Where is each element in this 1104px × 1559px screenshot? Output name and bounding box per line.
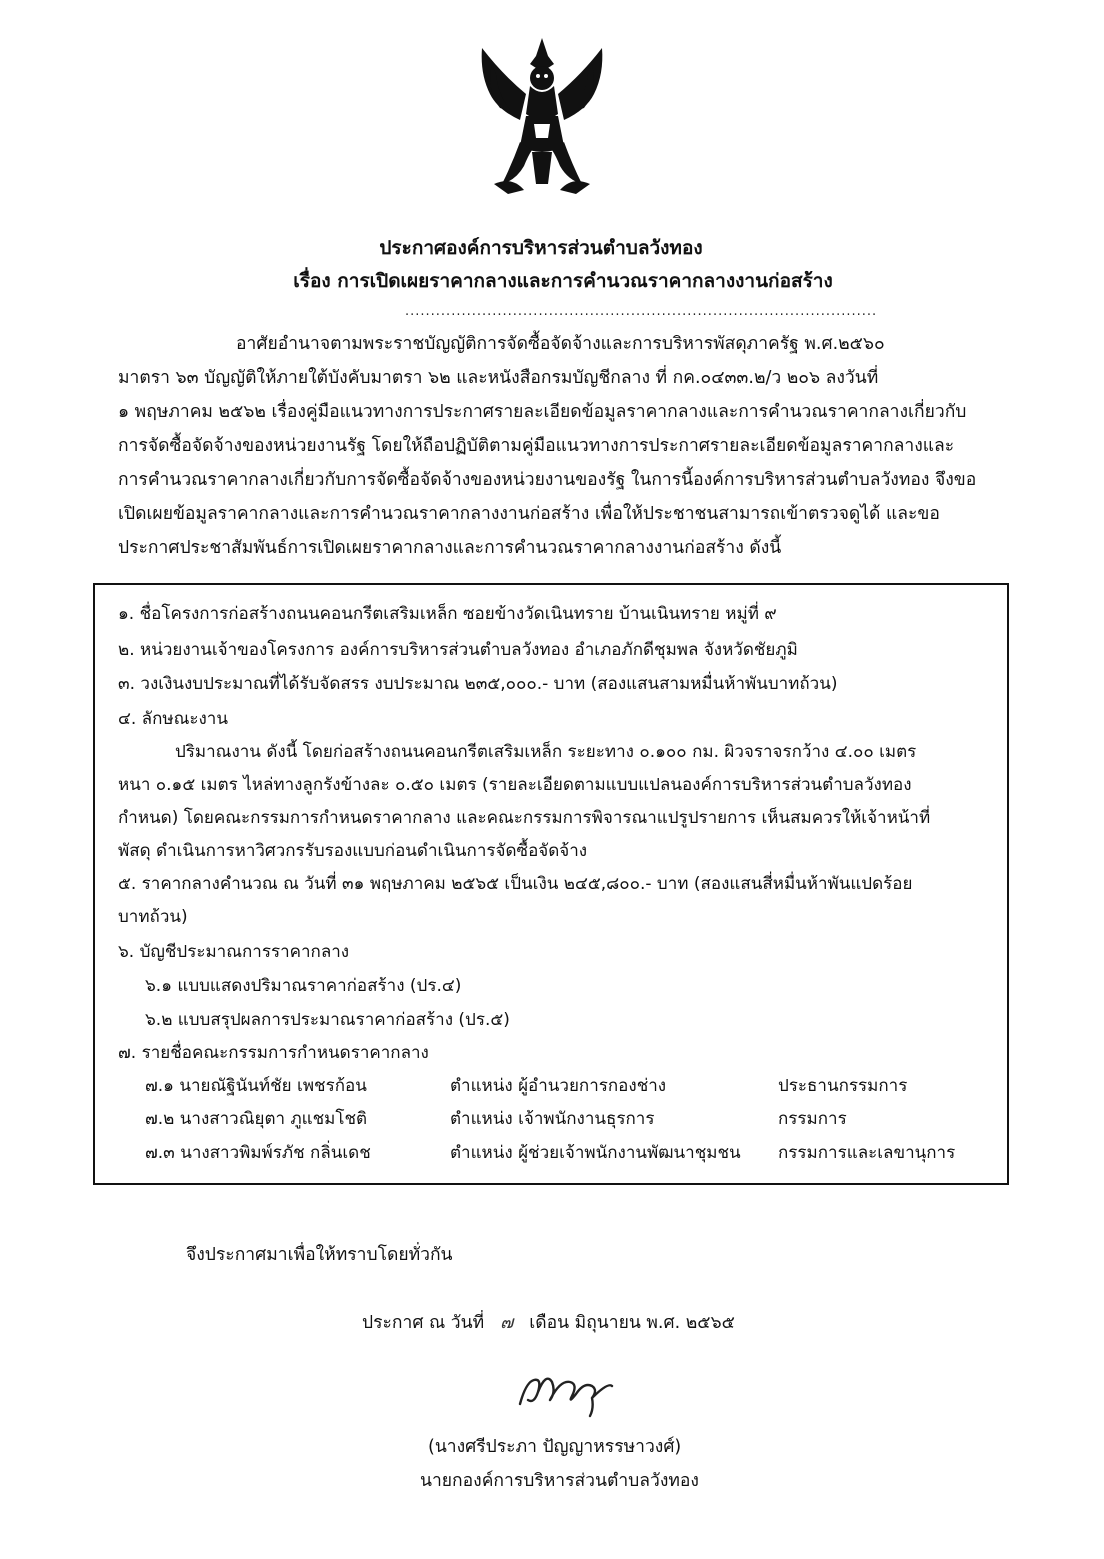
committee-position: ตำแหน่ง ผู้อำนวยการกองช่าง xyxy=(450,1076,667,1096)
item-4-line: หนา ๐.๑๕ เมตร ไหล่ทางลูกรังข้างละ ๐.๕๐ เมตร (รายละเอียดตามแบบแปลนองค์การบริหารส่วนตำบลวังทอง xyxy=(118,775,912,795)
item-4-line: พัสดุ ดำเนินการหาวิศวกรรับรองแบบก่อนดำเนินการจัดซื้อจัดจ้าง xyxy=(118,841,588,861)
committee-name: ๗.๑ นายณัฐินันท์ชัย เพชรก้อน xyxy=(145,1076,367,1096)
subject-line: เรื่อง การเปิดเผยราคากลางและการคำนวณราคากลางงานก่อสร้าง xyxy=(293,270,833,292)
item-2-agency: ๒. หน่วยงานเจ้าของโครงการ องค์การบริหารส่วนตำบลวังทอง อำเภอภักดีชุมพล จังหวัดชัยภูมิ xyxy=(118,640,798,660)
intro-line: เปิดเผยข้อมูลราคากลางและการคำนวณราคากลางงานก่อสร้าง เพื่อให้ประชาชนสามารถเข้าตรวจดูได้ และขอ xyxy=(118,504,940,524)
signer-title: นายกองค์การบริหารส่วนตำบลวังทอง xyxy=(420,1471,699,1491)
signer-name: (นางศรีประภา ปัญญาหรรษาวงศ์) xyxy=(428,1437,682,1457)
intro-line: ๑ พฤษภาคม ๒๕๖๒ เรื่องคู่มือแนวทางการประกาศรายละเอียดข้อมูลราคากลางและการคำนวณราคากลางเกี่ยวกับ xyxy=(118,402,967,422)
dotted-divider: ............................................................................................ xyxy=(405,304,878,319)
committee-name: ๗.๒ นางสาวณิยุตา ภูแชมโชติ xyxy=(145,1109,368,1129)
signature xyxy=(512,1352,622,1422)
committee-position: ตำแหน่ง เจ้าพนักงานธุรการ xyxy=(450,1109,655,1129)
item-6-heading: ๖. บัญชีประมาณการราคากลาง xyxy=(118,942,350,962)
item-7-heading: ๗. รายชื่อคณะกรรมการกำหนดราคากลาง xyxy=(118,1043,429,1063)
item-5-line: ๕. ราคากลางคำนวณ ณ วันที่ ๓๑ พฤษภาคม ๒๕๖๕ เป็นเงิน ๒๔๕,๘๐๐.- บาท (สองแสนสี่หมื่นห้าพันแปดร้อย xyxy=(118,874,913,894)
intro-line: การจัดซื้อจัดจ้างของหน่วยงานรัฐ โดยให้ถือปฏิบัติตามคู่มือแนวทางการประกาศรายละเอียดข้อมูลราคากลางและ xyxy=(118,436,955,456)
item-6-1: ๖.๑ แบบแสดงปริมาณราคาก่อสร้าง (ปร.๔) xyxy=(145,976,462,996)
closing-statement: จึงประกาศมาเพื่อให้ทราบโดยทั่วกัน xyxy=(186,1245,453,1265)
item-4-line: กำหนด) โดยคณะกรรมการกำหนดราคากลาง และคณะกรรมการพิจารณาแปรูปรายการ เห็นสมควรให้เจ้าหน้าที่ xyxy=(118,808,931,828)
committee-position: ตำแหน่ง ผู้ช่วยเจ้าพนักงานพัฒนาชุมชน xyxy=(450,1143,741,1163)
committee-role: กรรมการและเลขานุการ xyxy=(778,1143,956,1163)
item-1-project-name: ๑. ชื่อโครงการก่อสร้างถนนคอนกรีตเสริมเหล็ก ซอยข้างวัดเนินทราย บ้านเนินทราย หมู่ที่ ๙ xyxy=(118,604,777,624)
item-6-2: ๖.๒ แบบสรุปผลการประมาณราคาก่อสร้าง (ปร.๕) xyxy=(145,1010,510,1030)
date-suffix: เดือน มิถุนายน พ.ศ. ๒๕๖๕ xyxy=(529,1313,735,1333)
committee-role: ประธานกรรมการ xyxy=(778,1076,908,1096)
item-4-heading: ๔. ลักษณะงาน xyxy=(118,709,228,729)
page-title: ประกาศองค์การบริหารส่วนตำบลวังทอง xyxy=(379,237,703,259)
item-4-line: ปริมาณงาน ดังนี้ โดยก่อสร้างถนนคอนกรีตเสริมเหล็ก ระยะทาง ๐.๑๐๐ กม. ผิวจราจรกว้าง ๔.๐๐ เมตร xyxy=(175,742,917,762)
committee-name: ๗.๓ นางสาวพิมพ์รภัช กลิ่นเดช xyxy=(145,1143,371,1163)
intro-line: การคำนวณราคากลางเกี่ยวกับการจัดซื้อจัดจ้างของหน่วยงานของรัฐ ในการนี้องค์การบริหารส่วนตำบลวังทอง จึงขอ xyxy=(118,470,977,490)
date-day: ๗ xyxy=(500,1313,514,1333)
intro-line: ประกาศประชาสัมพันธ์การเปิดเผยราคากลางและการคำนวณราคากลางงานก่อสร้าง ดังนี้ xyxy=(118,538,782,558)
item-3-budget: ๓. วงเงินงบประมาณที่ได้รับจัดสรร งบประมาณ ๒๓๕,๐๐๐.- บาท (สองแสนสามหมื่นห้าพันบาทถ้วน) xyxy=(118,674,838,694)
intro-paragraph xyxy=(118,327,1002,565)
intro-line: มาตรา ๖๓ บัญญัติให้ภายใต้บังคับมาตรา ๖๒ และหนังสือกรมบัญชีกลาง ที่ กค.๐๔๓๓.๒/ว ๒๐๖ ลงวันที่ xyxy=(118,368,879,388)
garuda-emblem xyxy=(472,34,612,200)
item-5-line: บาทถ้วน) xyxy=(118,907,188,927)
intro-line: อาศัยอำนาจตามพระราชบัญญัติการจัดซื้อจัดจ้างและการบริหารพัสดุภาครัฐ พ.ศ.๒๕๖๐ xyxy=(236,334,885,354)
announce-date xyxy=(362,1308,735,1336)
date-prefix: ประกาศ ณ วันที่ xyxy=(362,1313,485,1333)
committee-role: กรรมการ xyxy=(778,1109,847,1129)
